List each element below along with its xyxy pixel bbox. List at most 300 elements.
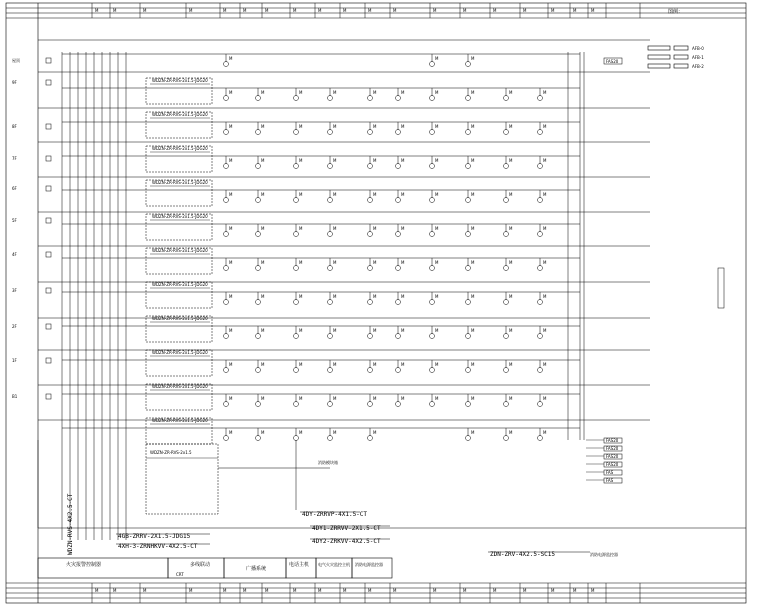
device-code: M — [229, 56, 233, 61]
device-code: M — [471, 328, 475, 333]
device-code: M — [401, 362, 405, 367]
detector-icon — [368, 436, 373, 441]
detector-icon — [430, 198, 435, 203]
detector-icon — [504, 436, 509, 441]
detector-icon — [294, 368, 299, 373]
floor-terminal-icon — [46, 288, 51, 293]
device-code: M — [333, 90, 337, 95]
detector-icon — [396, 300, 401, 305]
cable-label-c1: 4GB-ZRRV-2X1.5-JDG15 — [118, 533, 191, 540]
floor-terminal-icon — [46, 58, 51, 63]
device-code: M — [471, 192, 475, 197]
floor-terminal-icon — [46, 358, 51, 363]
device-code: M — [299, 430, 303, 435]
detector-icon — [504, 266, 509, 271]
detector-icon — [328, 436, 333, 441]
device-code: M — [261, 124, 265, 129]
detector-icon — [466, 62, 471, 67]
legend-item-2: AFB-2 — [692, 64, 704, 69]
detector-icon — [328, 266, 333, 271]
device-code: M — [373, 430, 377, 435]
module-cable-label: WDZN-ZR-RVS-2x1.5-JDG20 — [152, 316, 208, 321]
detector-icon — [396, 402, 401, 407]
detector-icon — [294, 266, 299, 271]
device-code: M — [229, 362, 233, 367]
module-cable-label: WDZN-ZR-RVS-2x1.5-JDG20 — [152, 180, 208, 185]
detector-icon — [504, 164, 509, 169]
output-device-label: FAS20 — [606, 454, 619, 459]
detector-icon — [368, 232, 373, 237]
detector-icon — [466, 368, 471, 373]
device-code: M — [543, 260, 547, 265]
detector-icon — [504, 334, 509, 339]
device-code: M — [333, 362, 337, 367]
device-code: M — [299, 192, 303, 197]
device-code: M — [435, 226, 439, 231]
device-code: M — [373, 226, 377, 231]
header-code: M — [393, 8, 397, 13]
detector-icon — [430, 130, 435, 135]
footer-code: M — [591, 588, 595, 593]
device-code: M — [261, 192, 265, 197]
detector-icon — [538, 436, 543, 441]
detector-icon — [294, 130, 299, 135]
detector-icon — [328, 402, 333, 407]
detector-icon — [504, 96, 509, 101]
riser-lines — [62, 52, 584, 540]
device-code: M — [373, 124, 377, 129]
device-code: M — [333, 294, 337, 299]
device-code: M — [543, 396, 547, 401]
device-code: M — [509, 90, 513, 95]
footer-code: M — [143, 588, 147, 593]
device-code: M — [471, 260, 475, 265]
detector-icon — [396, 96, 401, 101]
detector-icon — [224, 198, 229, 203]
device-code: M — [543, 90, 547, 95]
floor-label: 6F — [12, 186, 17, 191]
device-code: M — [401, 192, 405, 197]
detector-icon — [224, 368, 229, 373]
module-cable-label: WDZN-ZR-RVS-2x1.5-JDG20 — [152, 384, 208, 389]
detector-icon — [538, 164, 543, 169]
floor-label: 2F — [12, 324, 17, 329]
detector-icon — [368, 266, 373, 271]
device-code: M — [261, 294, 265, 299]
detector-icon — [256, 130, 261, 135]
detector-icon — [256, 402, 261, 407]
detector-icon — [430, 62, 435, 67]
detector-icon — [224, 62, 229, 67]
footer-code: M — [551, 588, 555, 593]
top-device-label: FAS20 — [606, 59, 619, 64]
device-code: M — [435, 328, 439, 333]
floor-label: 7F — [12, 156, 17, 161]
floor-label: 8F — [12, 124, 17, 129]
footer-code: M — [243, 588, 247, 593]
header-code: M — [343, 8, 347, 13]
device-code: M — [261, 430, 265, 435]
floor-label: 3F — [12, 288, 17, 293]
footer-code: M — [523, 588, 527, 593]
device-code: M — [333, 124, 337, 129]
detector-icon — [256, 436, 261, 441]
detector-icon — [504, 368, 509, 373]
detector-icon — [256, 198, 261, 203]
device-code: M — [401, 124, 405, 129]
device-code: M — [435, 158, 439, 163]
device-code: M — [435, 294, 439, 299]
device-code: M — [543, 294, 547, 299]
floor-terminal-icon — [46, 156, 51, 161]
device-code: M — [229, 226, 233, 231]
device-code: M — [261, 226, 265, 231]
device-code: M — [471, 90, 475, 95]
device-code: M — [299, 396, 303, 401]
device-code: M — [299, 158, 303, 163]
device-code: M — [373, 90, 377, 95]
output-device-label: FAS20 — [606, 462, 619, 467]
legend-item-0: AFB-0 — [692, 46, 704, 51]
footer-code: M — [493, 588, 497, 593]
floor-label: 1F — [12, 358, 17, 363]
device-code: M — [509, 328, 513, 333]
detector-icon — [430, 96, 435, 101]
detector-icon — [294, 300, 299, 305]
device-code: M — [261, 90, 265, 95]
detector-icon — [368, 334, 373, 339]
header-columns — [92, 3, 640, 18]
cable-label-c6b: 消防电源监控器 — [590, 552, 618, 557]
detector-icon — [430, 368, 435, 373]
detector-icon — [328, 164, 333, 169]
detector-icon — [466, 300, 471, 305]
device-code: M — [509, 430, 513, 435]
device-code: M — [229, 90, 233, 95]
detector-icon — [328, 300, 333, 305]
detector-icon — [328, 130, 333, 135]
module-cable-label: WDZN-ZR-RVS-2x1.5-JDG20 — [152, 214, 208, 219]
module-cable-label: WDZN-ZR-RVS-2x1.5-JDG20 — [152, 248, 208, 253]
detector-icon — [538, 368, 543, 373]
detector-icon — [504, 198, 509, 203]
cable-label-c3: 4DY-ZRRVP-4X1.5-CT — [302, 511, 368, 518]
device-code: M — [299, 226, 303, 231]
device-code: M — [299, 90, 303, 95]
cable-label-c4: 4DY1-ZRRVV-2X1.5-CT — [312, 525, 381, 532]
device-code: M — [435, 124, 439, 129]
footer-code: M — [393, 588, 397, 593]
header-code: M — [318, 8, 322, 13]
detector-icon — [328, 96, 333, 101]
footer-label-0: 火灾报警控制器 — [66, 562, 102, 568]
detector-icon — [396, 266, 401, 271]
detector-icon — [224, 436, 229, 441]
device-code: M — [509, 294, 513, 299]
detector-icon — [396, 232, 401, 237]
header-code: M — [573, 8, 577, 13]
footer-code: M — [189, 588, 193, 593]
device-code: M — [401, 226, 405, 231]
detector-icon — [328, 232, 333, 237]
detector-icon — [430, 232, 435, 237]
header-code: M — [95, 8, 99, 13]
device-code: M — [333, 396, 337, 401]
device-code: M — [401, 90, 405, 95]
detector-icon — [224, 334, 229, 339]
device-code: M — [261, 328, 265, 333]
device-code: M — [229, 396, 233, 401]
footer-label-5: 消防电源监控器 — [355, 562, 383, 567]
detector-icon — [224, 402, 229, 407]
device-code: M — [543, 158, 547, 163]
detector-icon — [466, 96, 471, 101]
module-cable-label: WDZN-ZR-RVS-2x1.5-JDG20 — [152, 112, 208, 117]
device-code: M — [373, 328, 377, 333]
detector-icon — [466, 198, 471, 203]
floor-terminal-icon — [46, 394, 51, 399]
cable-label-c5: 4DY2-ZRKVV-4X2.5-CT — [312, 538, 381, 545]
detector-icon — [256, 266, 261, 271]
detector-icon — [396, 368, 401, 373]
device-code: M — [261, 396, 265, 401]
detector-icon — [430, 266, 435, 271]
floor-label: 4F — [12, 252, 17, 257]
floor-terminal-icon — [46, 218, 51, 223]
detector-icon — [294, 334, 299, 339]
header-code: M — [243, 8, 247, 13]
detector-icon — [538, 334, 543, 339]
device-code: M — [229, 260, 233, 265]
device-code: M — [471, 226, 475, 231]
device-code: M — [543, 430, 547, 435]
footer-code-0: CRT — [176, 572, 184, 577]
footer-label-3: 电话主机 — [289, 562, 310, 568]
detector-icon — [368, 96, 373, 101]
detector-icon — [256, 300, 261, 305]
header-code: M — [591, 8, 595, 13]
detector-icon — [368, 164, 373, 169]
device-code: M — [543, 226, 547, 231]
detector-icon — [504, 130, 509, 135]
module-cable-label: WDZN-ZR-RVS-2x1.5-JDG20 — [152, 418, 208, 423]
floor-terminal-icon — [46, 186, 51, 191]
device-code: M — [229, 124, 233, 129]
output-device-label: FAS — [606, 470, 614, 475]
detector-icon — [224, 130, 229, 135]
device-code: M — [401, 328, 405, 333]
device-code: M — [435, 192, 439, 197]
floor-label: B1 — [12, 394, 18, 399]
device-code: M — [373, 158, 377, 163]
header-code: M — [433, 8, 437, 13]
detector-icon — [396, 334, 401, 339]
detector-icon — [466, 164, 471, 169]
device-code: M — [261, 158, 265, 163]
device-symbols — [146, 54, 622, 514]
detector-icon — [256, 334, 261, 339]
device-code: M — [509, 192, 513, 197]
device-code: M — [373, 260, 377, 265]
detector-icon — [368, 130, 373, 135]
device-code: M — [543, 124, 547, 129]
device-code: M — [509, 226, 513, 231]
footer-code: M — [318, 588, 322, 593]
device-code: M — [471, 124, 475, 129]
floor-terminal-icon — [46, 252, 51, 257]
device-code: M — [471, 158, 475, 163]
device-code: M — [435, 396, 439, 401]
device-code: M — [333, 260, 337, 265]
header-code: M — [113, 8, 117, 13]
header-code: M — [293, 8, 297, 13]
device-code: M — [435, 260, 439, 265]
detector-icon — [328, 368, 333, 373]
detector-icon — [294, 402, 299, 407]
header-code: M — [463, 8, 467, 13]
junction-label: 消防模块箱 — [318, 460, 338, 465]
detector-icon — [328, 334, 333, 339]
device-code: M — [299, 362, 303, 367]
device-code: M — [471, 294, 475, 299]
device-code: M — [299, 260, 303, 265]
output-device-label: FAS20 — [606, 438, 619, 443]
detector-icon — [294, 198, 299, 203]
device-code: M — [373, 294, 377, 299]
detector-icon — [538, 130, 543, 135]
detector-icon — [538, 96, 543, 101]
detector-icon — [368, 198, 373, 203]
detector-icon — [294, 96, 299, 101]
module-cable-label: WDZN-ZR-RVS-2x1.5-JDG20 — [152, 282, 208, 287]
output-device-label: FAS — [606, 478, 614, 483]
header-code: M — [189, 8, 193, 13]
detector-icon — [538, 266, 543, 271]
device-code: M — [435, 362, 439, 367]
detector-icon — [538, 198, 543, 203]
footer-label-1: 多线联动 — [190, 562, 211, 568]
footer-label-4: 电气火灾监控主机 — [318, 562, 350, 567]
device-code: M — [435, 56, 439, 61]
device-code: M — [229, 430, 233, 435]
legend-title: 图例： — [668, 9, 684, 15]
detector-icon — [504, 300, 509, 305]
detector-icon — [538, 232, 543, 237]
detector-icon — [538, 300, 543, 305]
detector-icon — [430, 300, 435, 305]
footer-code: M — [368, 588, 372, 593]
detector-icon — [224, 164, 229, 169]
detector-icon — [256, 164, 261, 169]
device-code: M — [299, 124, 303, 129]
device-code: M — [299, 328, 303, 333]
detector-icon — [396, 130, 401, 135]
cable-label-c2: 4XH-3-ZRNHKVV-4X2.5-CT — [118, 543, 198, 550]
footer-code: M — [463, 588, 467, 593]
device-code: M — [509, 124, 513, 129]
detector-icon — [430, 164, 435, 169]
device-code: M — [333, 430, 337, 435]
detector-icon — [504, 402, 509, 407]
device-code: M — [543, 328, 547, 333]
detector-icon — [256, 96, 261, 101]
detector-icon — [224, 96, 229, 101]
detector-icon — [294, 164, 299, 169]
cable-label-c6: ZDN-ZRV-4X2.5-SC15 — [490, 551, 556, 558]
detector-icon — [466, 266, 471, 271]
detector-icon — [396, 198, 401, 203]
device-code: M — [471, 362, 475, 367]
device-code: M — [229, 328, 233, 333]
device-code: M — [229, 192, 233, 197]
device-code: M — [333, 328, 337, 333]
header-code: M — [265, 8, 269, 13]
floor-label: 屋顶 — [12, 58, 20, 63]
device-code: M — [261, 260, 265, 265]
detector-icon — [430, 334, 435, 339]
detector-icon — [430, 402, 435, 407]
detector-icon — [466, 436, 471, 441]
device-code: M — [373, 362, 377, 367]
detector-icon — [538, 402, 543, 407]
legend-item-1: AFB-1 — [692, 55, 704, 60]
device-code: M — [435, 90, 439, 95]
footer-code: M — [573, 588, 577, 593]
module-cable-label: WDZN-ZR-RVS-2x1.5-JDG20 — [152, 78, 208, 83]
device-code: M — [471, 56, 475, 61]
detector-icon — [466, 334, 471, 339]
device-code: M — [471, 430, 475, 435]
floor-rows — [12, 40, 650, 528]
footer-code: M — [293, 588, 297, 593]
header-code: M — [493, 8, 497, 13]
detector-icon — [256, 368, 261, 373]
device-code: M — [401, 260, 405, 265]
detector-icon — [466, 130, 471, 135]
header-code: M — [551, 8, 555, 13]
device-code: M — [229, 158, 233, 163]
floor-label: 5F — [12, 218, 17, 223]
output-device-label: FAS20 — [606, 446, 619, 451]
module-cable-label: WDZN-ZR-RVS-2x1.5-JDG20 — [152, 146, 208, 151]
floor-terminal-icon — [46, 80, 51, 85]
detector-icon — [256, 232, 261, 237]
device-code: M — [373, 396, 377, 401]
detector-icon — [224, 232, 229, 237]
footer-code: M — [433, 588, 437, 593]
header-code: M — [523, 8, 527, 13]
detector-icon — [294, 232, 299, 237]
floor-label: 9F — [12, 80, 17, 85]
device-code: M — [509, 260, 513, 265]
footer-code: M — [265, 588, 269, 593]
device-code: M — [401, 158, 405, 163]
device-code: M — [471, 396, 475, 401]
legend — [648, 46, 688, 68]
header-code: M — [368, 8, 372, 13]
device-code: M — [373, 192, 377, 197]
detector-icon — [224, 266, 229, 271]
detector-icon — [368, 368, 373, 373]
device-code: M — [509, 396, 513, 401]
device-code: M — [333, 192, 337, 197]
device-code: M — [509, 158, 513, 163]
footer-boxes — [38, 558, 392, 578]
device-code: M — [401, 396, 405, 401]
floor-terminal-icon — [46, 124, 51, 129]
footer-label-2: 广播系统 — [246, 566, 267, 572]
footer-code: M — [95, 588, 99, 593]
